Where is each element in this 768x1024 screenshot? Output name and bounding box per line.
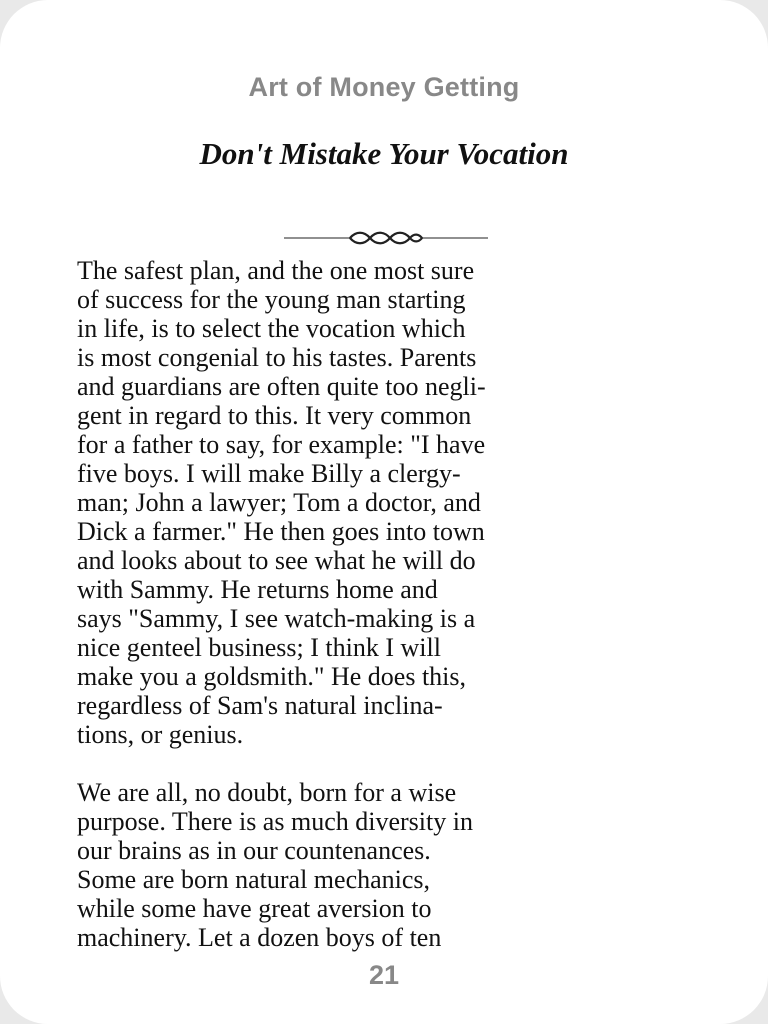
- chapter-title: Don't Mistake Your Vocation: [199, 136, 569, 171]
- book-title: Art of Money Getting: [248, 72, 520, 102]
- paragraph: The safest plan, and the one most sure of success for the young man starting in life, is to select the vocation which is most congenial to his tastes. Parents and guardians are often quite too negli- gent in regard to this. It very common for a father to say, for example: "I have five boys. I will make Billy a clergy- man; John a lawyer; Tom a doctor, and Dick a farmer." He then goes into town and looks about to see what he will do with Sammy. He returns home and says "Sammy, I see watch-making is a nice genteel business; I think I will make you a goldsmith." He does this, regardless of Sam's natural inclina- tions, or genius.: [77, 256, 486, 749]
- page-number: 21: [368, 960, 400, 990]
- paragraph: We are all, no doubt, born for a wise purpose. There is as much diversity in our brains as in our countenances. Some are born natural mechanics, while some have great aversion to machinery. Let a dozen boys of ten: [77, 778, 473, 952]
- scroll-flourish-icon: [284, 228, 488, 248]
- chapter-body: [77, 256, 707, 981]
